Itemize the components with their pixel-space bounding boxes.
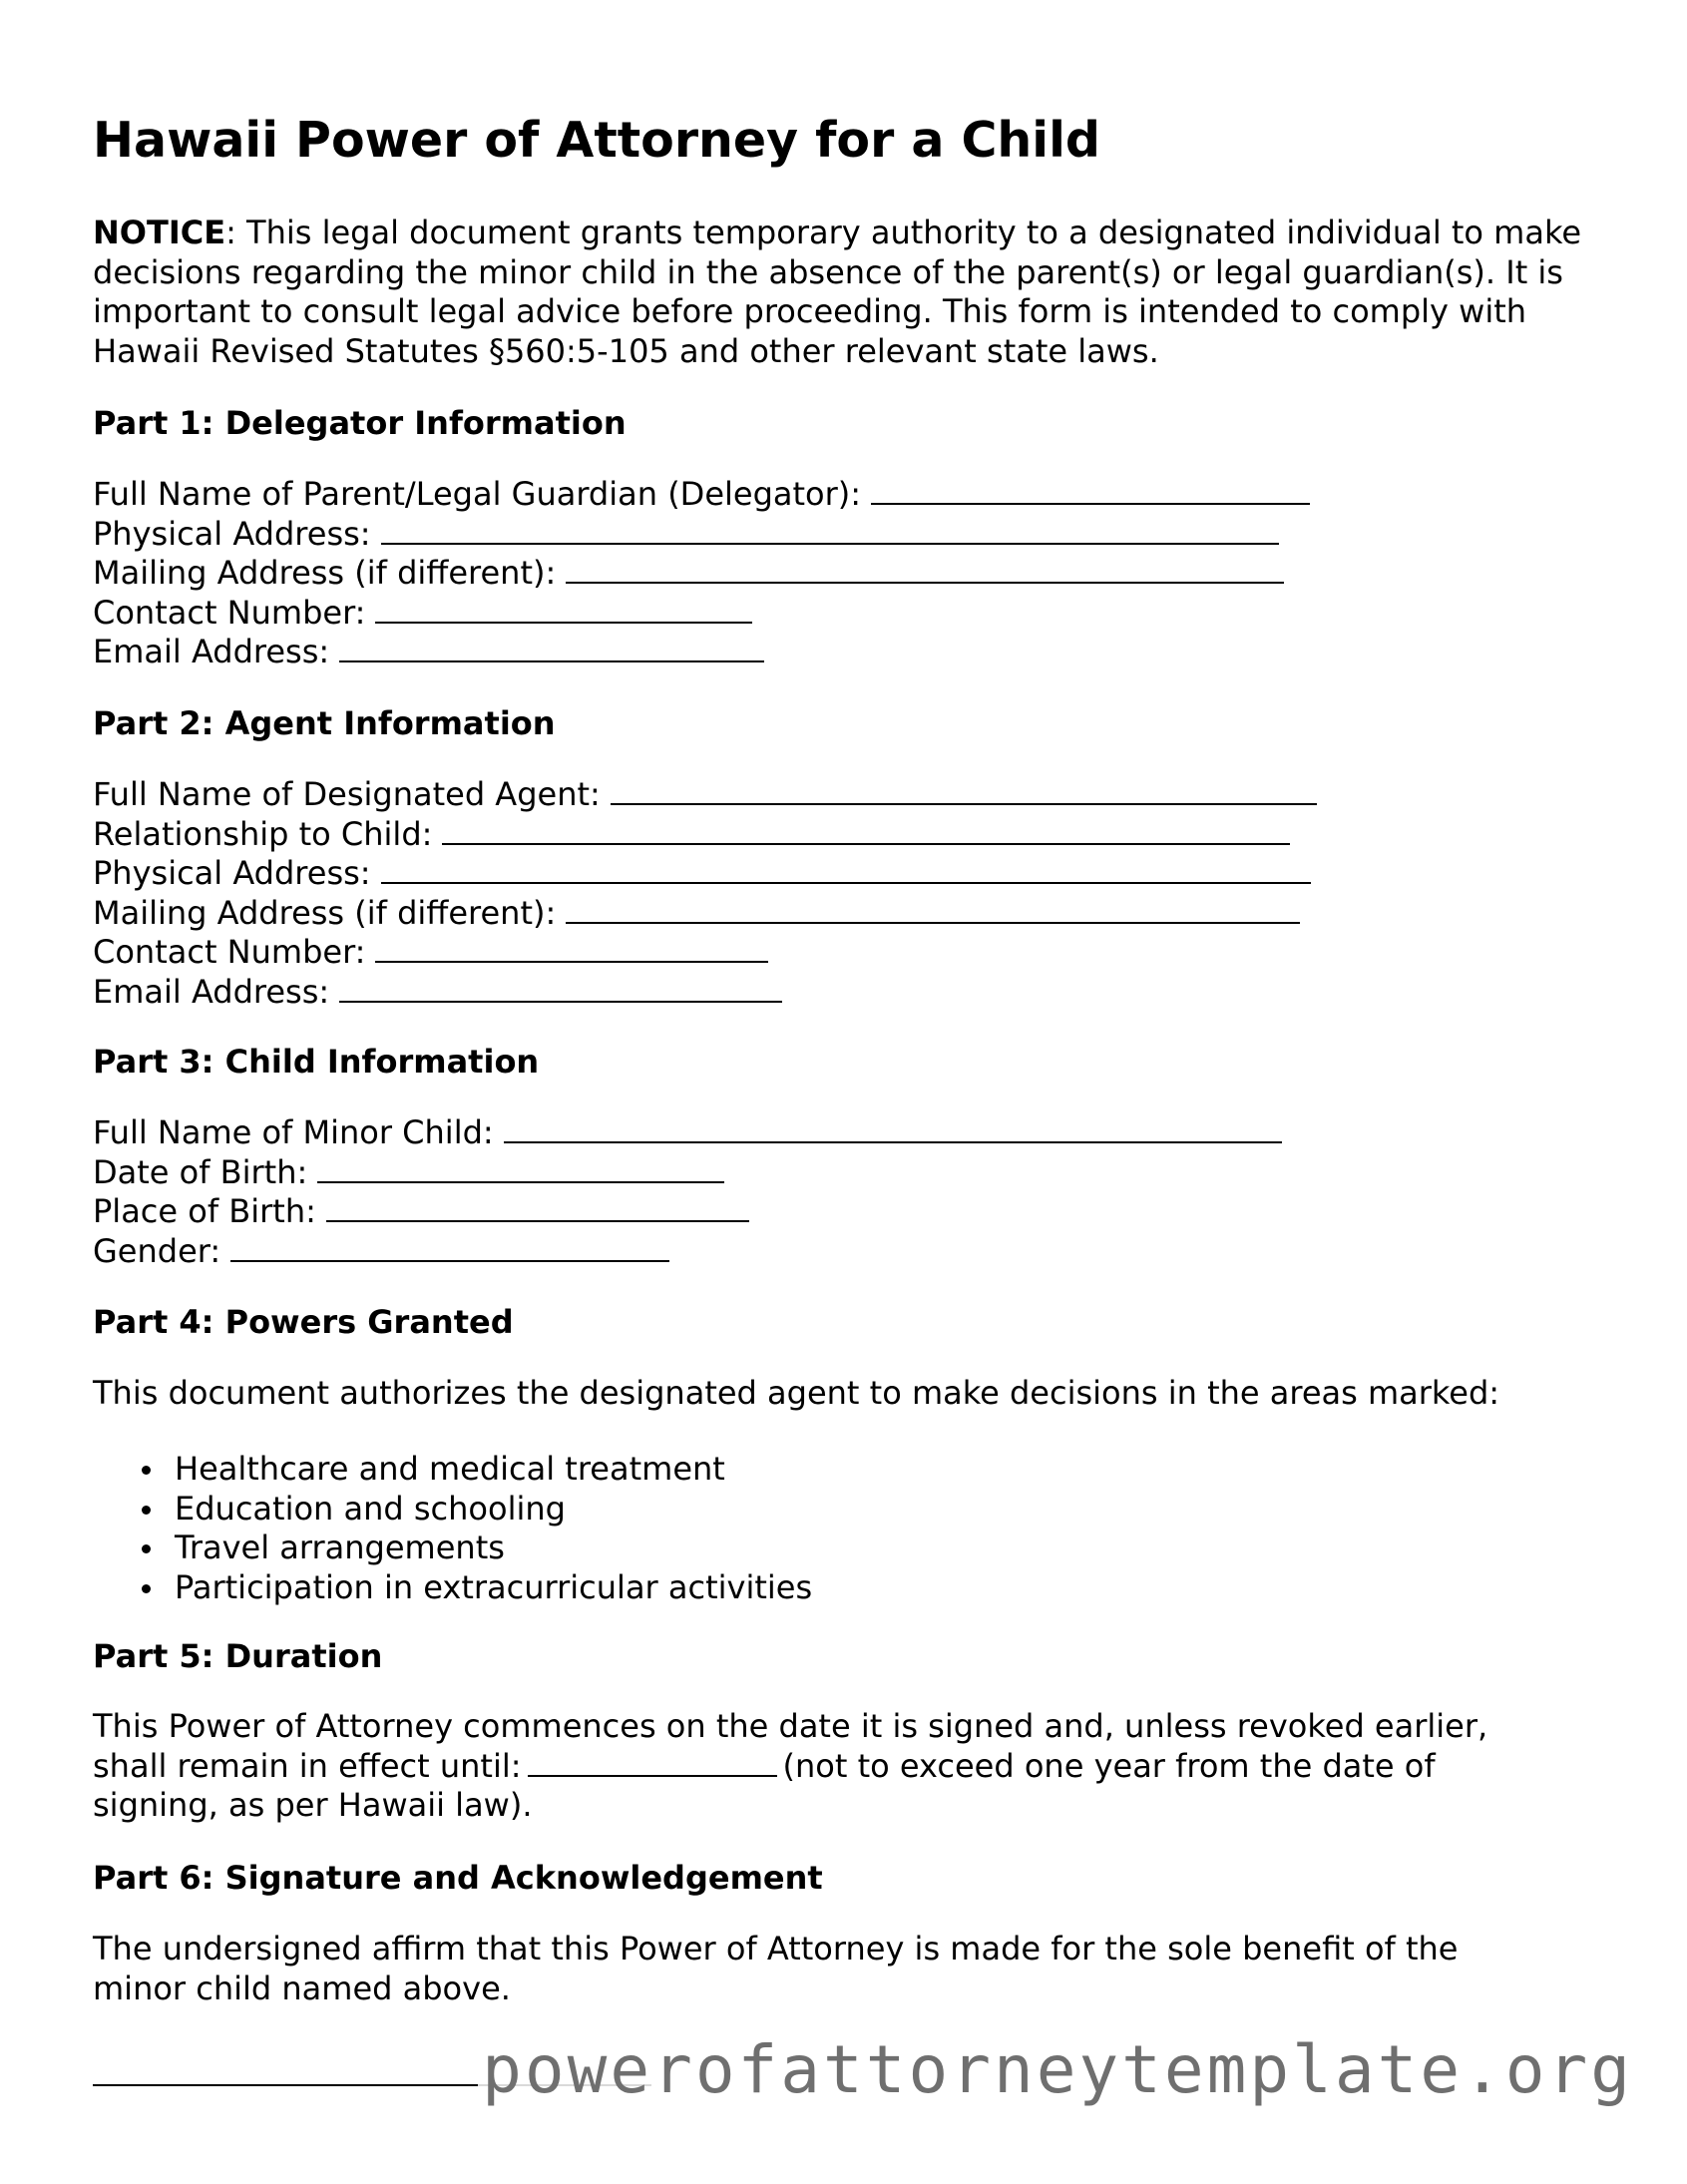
list-item [93,1450,812,1490]
delegator-physical-address-field[interactable] [93,515,1310,555]
notice-text: : This legal document grants temporary authority to a designated individual to make decisions regarding the minor child in the absence of the parent(s) or legal guardian(s). It is important to consult legal advice before proceeding. This form is intended to comply with Hawaii Revised Statutes §560:5-105 and other relevant state laws. [93,214,1582,370]
agent-physical-address-field[interactable] [93,854,1317,894]
power-label: Education and schooling [175,1489,566,1528]
field-label: Physical Address: [93,514,371,553]
field-label: Physical Address: [93,854,371,892]
delegator-mailing-address-field[interactable] [93,554,1310,594]
part4-intro: This document authorizes the designated agent to make decisions in the areas marked: [93,1374,1500,1412]
part2-fields [93,775,1317,1012]
part3-fields [93,1113,1282,1271]
power-label: Healthcare and medical treatment [175,1450,725,1488]
agent-mailing-address-field[interactable] [93,894,1317,934]
bullet-icon [142,1466,151,1475]
part1-heading: Part 1: Delegator Information [93,404,627,442]
powers-list [93,1450,812,1607]
field-label: Contact Number: [93,593,366,632]
child-dob-field[interactable] [93,1153,1282,1193]
agent-relationship-field[interactable] [93,815,1317,855]
field-label: Contact Number: [93,933,366,971]
field-label: Full Name of Minor Child: [93,1113,494,1151]
field-label: Mailing Address (if different): [93,893,557,932]
child-name-field[interactable] [93,1113,1282,1153]
field-label: Gender: [93,1231,221,1270]
fill-blank[interactable] [442,819,1290,845]
watermark: powerofattorneytemplate.org [478,2030,1633,2109]
child-birthplace-field[interactable] [93,1192,1282,1232]
agent-name-field[interactable] [93,775,1317,815]
duration-text-before: This Power of Attorney commences on the date it is signed and, unless revoked earlier, shall remain in effect until: [93,1707,1488,1785]
delegator-name-field[interactable] [93,475,1310,515]
agent-email-field[interactable] [93,973,1317,1013]
field-label: Full Name of Designated Agent: [93,775,601,813]
fill-blank[interactable] [381,519,1279,545]
power-label: Participation in extracurricular activities [175,1567,813,1606]
fill-blank[interactable] [611,779,1317,805]
child-gender-field[interactable] [93,1232,1282,1272]
field-label: Email Address: [93,972,330,1011]
fill-blank[interactable] [230,1236,669,1262]
field-label: Mailing Address (if different): [93,554,557,592]
field-label: Date of Birth: [93,1152,308,1191]
delegator-email-field[interactable] [93,633,1310,672]
delegator-contact-number-field[interactable] [93,594,1310,634]
bullet-icon [142,1506,151,1515]
fill-blank[interactable] [566,898,1300,924]
field-label: Email Address: [93,633,330,670]
part3-heading: Part 3: Child Information [93,1043,540,1081]
fill-blank[interactable] [317,1157,724,1183]
fill-blank[interactable] [504,1117,1282,1143]
fill-blank[interactable] [375,598,752,624]
fill-blank[interactable] [381,858,1311,884]
part5-heading: Part 5: Duration [93,1637,383,1675]
power-label: Travel arrangements [175,1529,505,1566]
document-title: Hawaii Power of Attorney for a Child [93,112,1100,169]
field-label: Relationship to Child: [93,814,433,853]
part6-heading: Part 6: Signature and Acknowledgement [93,1859,823,1897]
bullet-icon [142,1544,151,1553]
end-date-blank[interactable] [528,1751,777,1777]
fill-blank[interactable] [566,558,1284,584]
fill-blank[interactable] [375,937,768,963]
notice-label: NOTICE [93,214,226,251]
part6-paragraph: The undersigned affirm that this Power of Attorney is made for the sole benefit of the minor child named above. [93,1930,1459,2007]
field-label: Full Name of Parent/Legal Guardian (Delegator): [93,475,862,513]
agent-contact-number-field[interactable] [93,933,1317,973]
notice-paragraph [93,214,1609,371]
fill-blank[interactable] [326,1196,749,1222]
fill-blank[interactable] [871,479,1310,505]
part1-fields [93,475,1310,672]
list-item [93,1529,812,1568]
bullet-icon [142,1584,151,1593]
part2-heading: Part 2: Agent Information [93,704,556,742]
list-item [93,1490,812,1529]
part5-paragraph [93,1707,1559,1826]
field-label: Place of Birth: [93,1192,316,1230]
fill-blank[interactable] [339,637,764,662]
part4-heading: Part 4: Powers Granted [93,1303,514,1341]
list-item [93,1568,812,1608]
duration-text-after: (not to exceed one year from the date of signing, as per Hawaii law). [93,1746,1436,1824]
fill-blank[interactable] [339,977,782,1003]
